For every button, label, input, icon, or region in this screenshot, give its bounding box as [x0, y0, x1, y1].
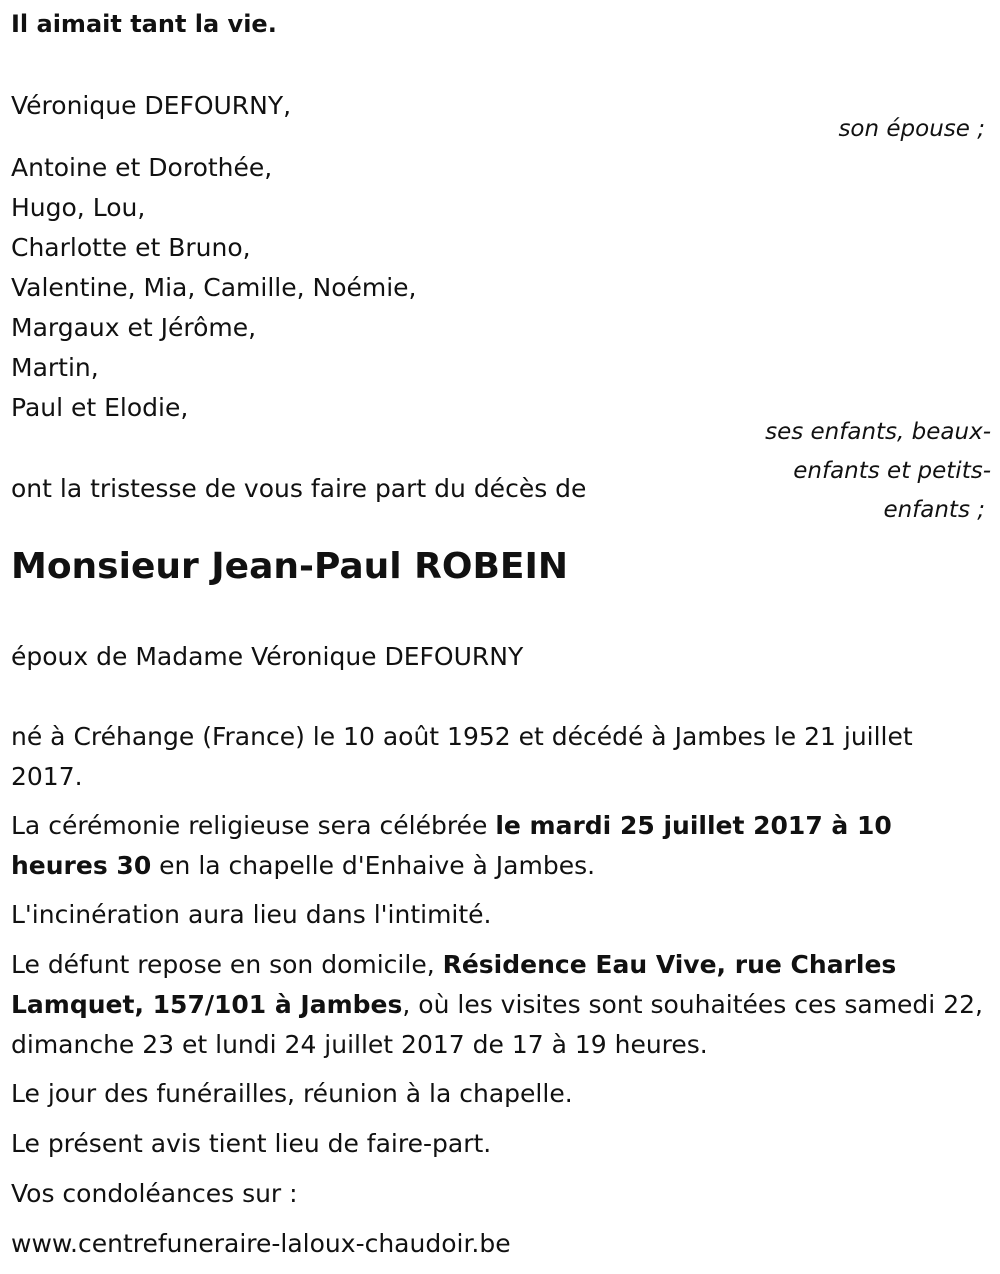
family-member: Paul et Elodie,: [11, 393, 189, 422]
spouse-role: son épouse ;: [838, 116, 985, 142]
repose-visits: , où les visites sont souhaitées ces samedi 22, dimanche 23 et lundi 24 juillet 2017 de 17 à 19 heures.: [11, 990, 983, 1059]
spouse-of-text: époux de Madame Véronique DEFOURNY: [11, 642, 524, 671]
motto-heading: Il aimait tant la vie.: [11, 10, 277, 38]
repose-prefix: Le défunt repose en son domicile,: [11, 950, 443, 979]
family-role-line: ses enfants, beaux-: [765, 419, 991, 445]
condolences-label: Vos condoléances sur :: [11, 1179, 298, 1208]
condolences-link[interactable]: www.centrefuneraire-laloux-chaudoir.be: [11, 1229, 511, 1258]
birth-death-text: né à Créhange (France) le 10 août 1952 et décédé à Jambes le 21 juillet 2017.: [11, 722, 913, 791]
family-member: Antoine et Dorothée,: [11, 153, 273, 182]
family-role-line: enfants ;: [883, 497, 985, 523]
family-member: Margaux et Jérôme,: [11, 313, 257, 342]
announcement-text: ont la tristesse de vous faire part du décès de: [11, 474, 587, 503]
family-member: Charlotte et Bruno,: [11, 233, 251, 262]
family-member: Martin,: [11, 353, 99, 382]
ceremony-date: le mardi 25 juillet 2017 à 10 heures 30: [11, 811, 892, 880]
ceremony-prefix: La cérémonie religieuse sera célébrée: [11, 811, 496, 840]
incineration-text: L'incinération aura lieu dans l'intimité.: [11, 900, 492, 929]
family-member: Hugo, Lou,: [11, 193, 146, 222]
funeral-day-text: Le jour des funérailles, réunion à la chapelle.: [11, 1079, 573, 1108]
family-member: Valentine, Mia, Camille, Noémie,: [11, 273, 417, 302]
notice-text: Le présent avis tient lieu de faire-part.: [11, 1129, 492, 1158]
deceased-name: Monsieur Jean-Paul ROBEIN: [11, 546, 569, 587]
ceremony-location: en la chapelle d'Enhaive à Jambes.: [151, 851, 596, 880]
spouse-name: Véronique DEFOURNY,: [11, 91, 292, 120]
repose-paragraph: [11, 945, 986, 1065]
family-role-line: enfants et petits-: [793, 458, 991, 484]
ceremony-paragraph: [11, 806, 986, 886]
repose-address: Résidence Eau Vive, rue Charles Lamquet, 157/101 à Jambes: [11, 950, 897, 1019]
